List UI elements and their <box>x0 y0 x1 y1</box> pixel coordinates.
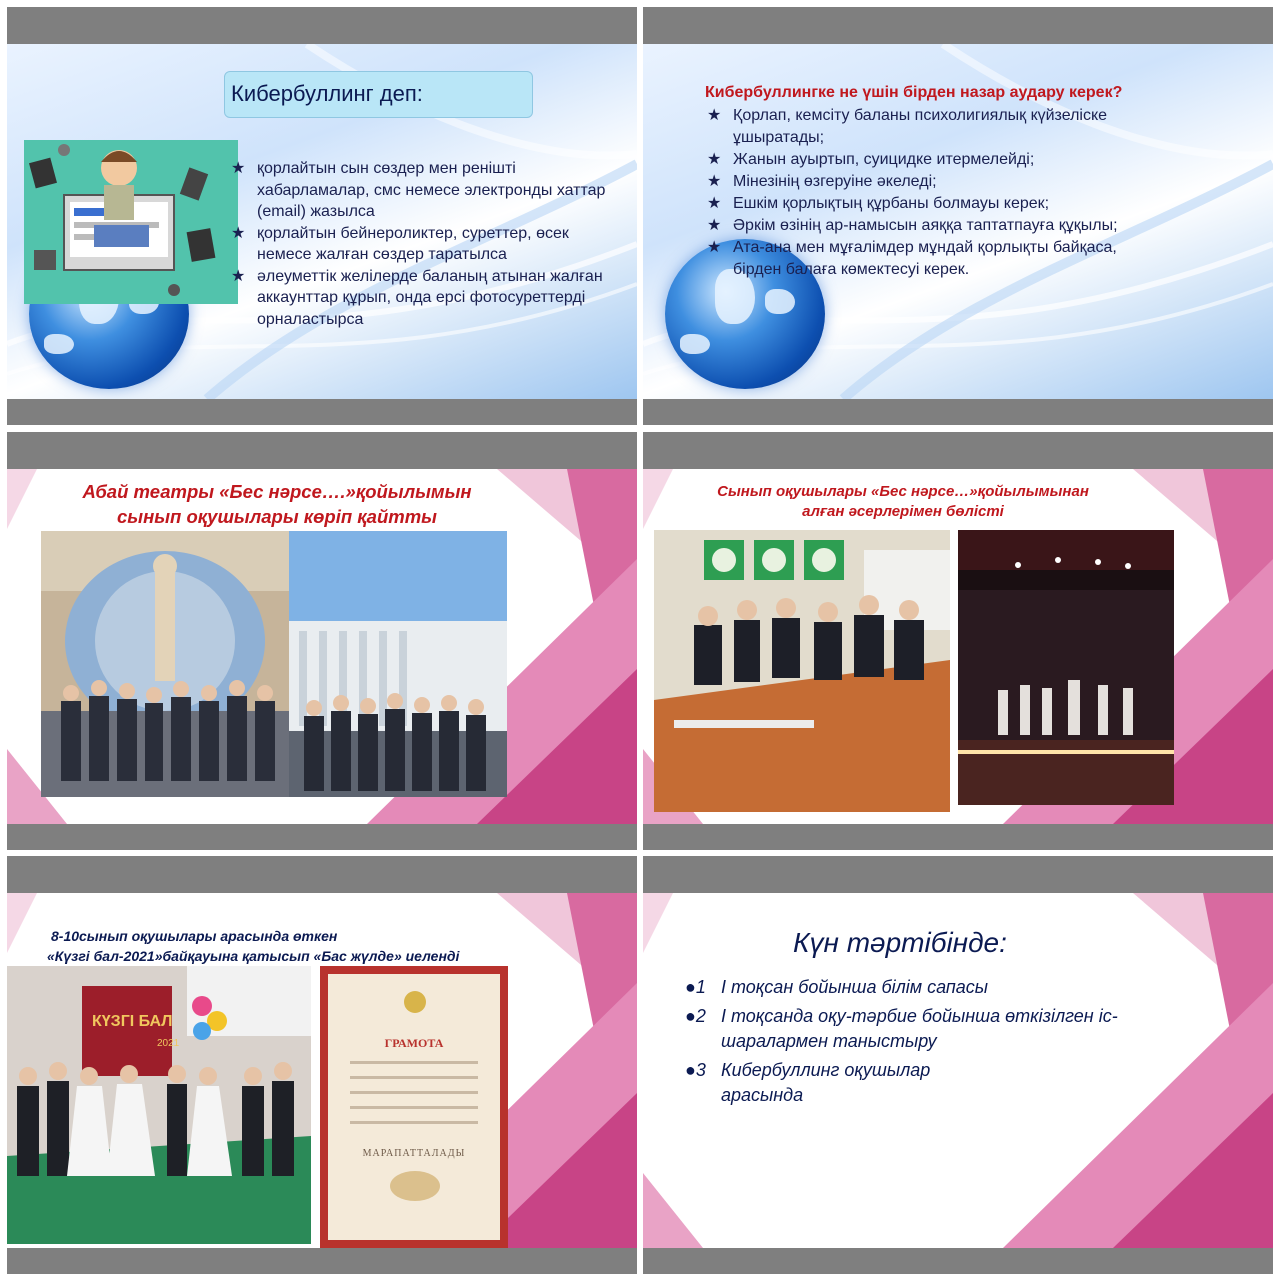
star-icon: ★ <box>707 217 722 234</box>
theatre-building-photo <box>289 531 507 797</box>
list-item <box>685 1058 1155 1108</box>
star-icon: ★ <box>231 267 246 285</box>
slide-title <box>47 479 507 529</box>
star-icon: ★ <box>231 224 246 242</box>
theatre-stage-photo <box>958 530 1174 805</box>
slide-bottom-bar <box>7 824 637 850</box>
list-item: ★ қорлайтын сын сөздер мен ренішті хабарламалар, смс немесе электронды хаттар (email) жазылса <box>231 160 606 220</box>
title-line: «Күзгі бал-2021»байқауына қатысып «Бас жүлде» иеленді <box>47 948 460 964</box>
slide-2[interactable] <box>643 7 1273 425</box>
item-number: ●1 <box>685 977 706 997</box>
bullet-list <box>229 158 609 330</box>
slide-4[interactable] <box>643 432 1273 850</box>
star-icon: ★ <box>707 107 722 124</box>
list-item: ★ Әркім өзінің ар-намысын аяққа таптатпауға құқылы; <box>705 215 1145 237</box>
slide-title <box>47 926 527 966</box>
banner-text: КҮЗГІ БАЛ <box>92 1013 173 1030</box>
list-item: ★ Ата-ана мен мұғалімдер мұндай қорлықты байқаса, бірден балаға көмектесуі керек. <box>707 239 1117 278</box>
list-item: ★ Ешкім қорлықтың құрбаны болмауы керек; <box>705 193 1145 215</box>
autumn-ball-photo <box>7 966 311 1244</box>
slide-bottom-bar <box>643 399 1273 425</box>
slide-title: Күн тәртібінде: <box>793 927 1007 958</box>
slide-6[interactable] <box>643 856 1273 1274</box>
list-item: ★ Қорлап, кемсіту баланы психолигиялық күйзеліске ұшыратады; <box>707 107 1108 146</box>
item-number: ●3 <box>685 1060 706 1080</box>
slide-bottom-bar <box>643 824 1273 850</box>
list-item: ★ әлеуметтік желілерде баланың атынан жалған аккаунттар құрып, онда ерсі фотосуреттерді орналастырса <box>231 267 603 328</box>
slide-title <box>663 482 1143 522</box>
slide-body <box>7 469 637 824</box>
list-item: ★ қорлайтын бейнероликтер, суреттер, өсек немесе жалған сөздер таратылса <box>231 224 569 263</box>
classroom-photo <box>654 530 950 812</box>
slide-bottom-bar <box>7 399 637 425</box>
slide-bottom-bar <box>643 1248 1273 1274</box>
slide-body <box>7 893 637 1248</box>
slide-title: Кибербуллинг деп: <box>231 81 423 106</box>
slide-body <box>643 893 1273 1248</box>
slide-body <box>7 44 637 399</box>
bullet-list <box>705 105 1145 281</box>
slide-body <box>643 469 1273 824</box>
list-item <box>685 1004 1155 1054</box>
list-item <box>685 975 1155 1000</box>
item-text: Кибербуллинг оқушылар арасында <box>721 1060 931 1105</box>
star-icon: ★ <box>231 160 246 177</box>
title-line: Абай театры «Бес нәрсе….»қойылымын <box>82 481 472 502</box>
slide-5[interactable] <box>7 856 637 1274</box>
slide-top-bar <box>643 856 1273 893</box>
slide-bottom-bar <box>7 1248 637 1274</box>
star-icon: ★ <box>707 173 722 190</box>
slide-1[interactable] <box>7 7 637 425</box>
list-item: ★ Мінезінің өзгеруіне әкеледі; <box>705 171 1145 193</box>
cyberbullying-illustration <box>24 140 238 304</box>
item-text: І тоқсан бойынша білім сапасы <box>721 977 989 997</box>
slide-body <box>643 44 1273 399</box>
title-line: Сынып оқушылары «Бес нәрсе…»қойылымынан <box>717 483 1089 500</box>
slide-3[interactable] <box>7 432 637 850</box>
star-icon: ★ <box>707 151 722 168</box>
certificate-photo <box>320 966 508 1248</box>
item-number: ●2 <box>685 1006 706 1026</box>
slide-title: Кибербуллингке не үшін бірден назар аудару керек? <box>705 84 1123 101</box>
list-item: ★ Жанын ауыртып, суицидке итермелейді; <box>705 149 1145 171</box>
star-icon: ★ <box>707 239 722 256</box>
item-text: І тоқсанда оқу-тәрбие бойынша өткізілген іс-шаралармен таныстыру <box>721 1006 1118 1051</box>
certificate-footer: МАРАПАТТАЛАДЫ <box>362 1148 466 1159</box>
certificate-title: ГРАМОТА <box>384 1036 444 1050</box>
slide-top-bar <box>643 432 1273 469</box>
slide-top-bar <box>643 7 1273 44</box>
title-line: сынып оқушылары көріп қайтты <box>117 506 437 527</box>
slide-top-bar <box>7 856 637 893</box>
slide-top-bar <box>7 7 637 44</box>
title-box <box>224 71 533 118</box>
slide-top-bar <box>7 432 637 469</box>
theatre-statue-photo <box>41 531 289 797</box>
star-icon: ★ <box>707 195 722 212</box>
title-line: 8-10сынып оқушылары арасында өткен <box>51 928 338 944</box>
title-line: алған әсерлерімен бөлісті <box>802 503 1004 520</box>
agenda-list <box>685 975 1155 1108</box>
banner-year: 2021 <box>157 1038 180 1049</box>
